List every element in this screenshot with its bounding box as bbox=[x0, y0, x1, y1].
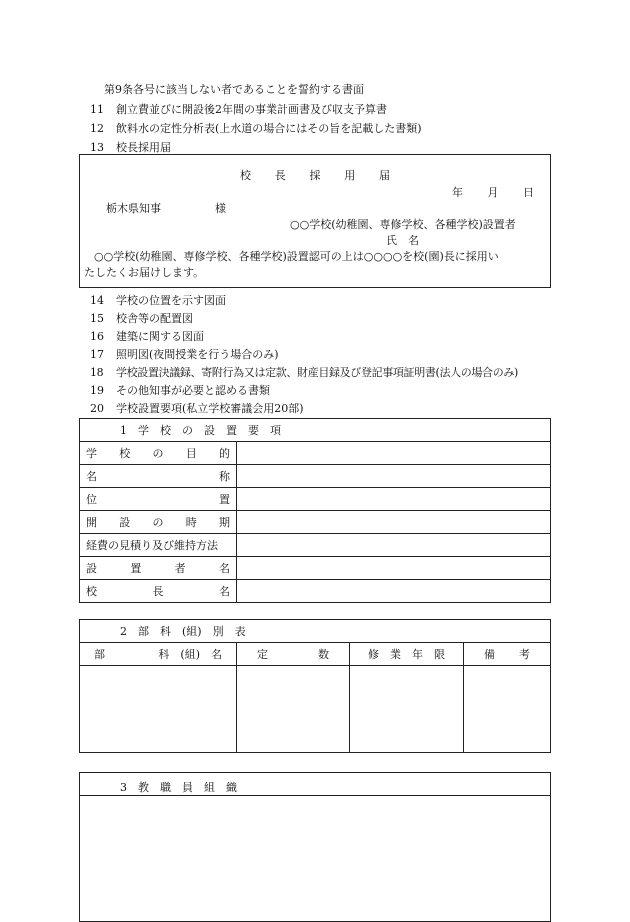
body-line-2: たしたくお届けします。 bbox=[84, 266, 205, 279]
label-char: 者 bbox=[174, 562, 186, 575]
table-header-row bbox=[80, 643, 551, 666]
principal-form-box bbox=[79, 154, 551, 288]
row-label-founder bbox=[80, 557, 237, 580]
value-cell[interactable] bbox=[237, 442, 551, 465]
item-number: 20 bbox=[90, 402, 104, 415]
item-number: 18 bbox=[90, 366, 104, 379]
row-label-principal bbox=[80, 580, 237, 603]
table-row bbox=[80, 534, 551, 557]
value-cell[interactable] bbox=[237, 580, 551, 603]
label-char: 学 bbox=[86, 447, 97, 460]
list-item-11 bbox=[90, 101, 387, 117]
list-item-19 bbox=[90, 382, 270, 398]
header-char: 科 (組) 名 bbox=[158, 648, 222, 661]
label-char: の bbox=[152, 516, 164, 529]
list-item-14 bbox=[90, 292, 226, 308]
table-row bbox=[80, 557, 551, 580]
row-label-purpose bbox=[80, 442, 237, 465]
title-char: 採 bbox=[309, 169, 321, 182]
table-row bbox=[80, 465, 551, 488]
label-char: 期 bbox=[219, 516, 230, 529]
label-char: 校 bbox=[86, 585, 97, 598]
label-char: 開 bbox=[86, 516, 97, 529]
label-char: 位 bbox=[86, 493, 97, 506]
date-year: 年 bbox=[452, 186, 463, 199]
label-char: 名 bbox=[219, 585, 230, 598]
school-table-title: 1 学 校 の 設 置 要 項 bbox=[80, 419, 551, 442]
row-label-location bbox=[80, 488, 237, 511]
staff-table-title: 3 教 職 員 組 織 bbox=[120, 781, 237, 794]
item-text: 学校の位置を示す図面 bbox=[116, 294, 226, 307]
title-char: 長 bbox=[274, 169, 286, 182]
table-row bbox=[80, 488, 551, 511]
item-number: 17 bbox=[90, 348, 104, 361]
department-table bbox=[79, 619, 551, 753]
header-remarks bbox=[464, 643, 551, 666]
label-char: 的 bbox=[219, 447, 230, 460]
label-char: 設 bbox=[86, 562, 97, 575]
value-cell[interactable] bbox=[350, 666, 464, 753]
header-capacity bbox=[237, 643, 350, 666]
table-row bbox=[80, 580, 551, 603]
item-text: 創立費並びに開設後2年間の事業計画書及び収支予算書 bbox=[116, 103, 387, 116]
title-char: 用 bbox=[344, 169, 356, 182]
header-char: 備 bbox=[484, 648, 495, 661]
header-char: 部 bbox=[94, 648, 105, 661]
header-char: 定 bbox=[257, 648, 268, 661]
item-number: 16 bbox=[90, 330, 104, 343]
table-row bbox=[80, 666, 551, 753]
label-char: 名 bbox=[86, 470, 97, 483]
table-row bbox=[80, 511, 551, 534]
dept-table-title: 2 部 科 (組) 別 表 bbox=[80, 620, 551, 643]
item-number: 11 bbox=[90, 103, 104, 116]
list-item-16 bbox=[90, 328, 204, 344]
school-summary-table bbox=[79, 418, 551, 603]
divider bbox=[80, 795, 550, 796]
list-item-20 bbox=[90, 400, 304, 416]
label-char: の bbox=[152, 447, 164, 460]
list-item-12 bbox=[90, 120, 422, 136]
list-item-15 bbox=[90, 310, 193, 326]
list-item-13 bbox=[90, 139, 171, 155]
label-char: 校 bbox=[119, 447, 131, 460]
item-text: 学校設置要項(私立学校審議会用20部) bbox=[116, 402, 304, 415]
title-char: 校 bbox=[240, 169, 251, 182]
intro-line: 第9条各号に該当しない者であることを誓約する書面 bbox=[104, 83, 364, 96]
item-number: 14 bbox=[90, 294, 104, 307]
label-char: 長 bbox=[152, 585, 164, 598]
applicant-line: ○○学校(幼稚園、専修学校、各種学校)設置者 bbox=[290, 218, 516, 231]
item-number: 12 bbox=[90, 122, 104, 135]
item-text: 学校設置決議録、寄附行為又は定款、財産目録及び登記事項証明書(法人の場合のみ) bbox=[116, 366, 518, 379]
item-text: 校舎等の配置図 bbox=[116, 312, 193, 325]
date-day: 日 bbox=[523, 186, 534, 199]
honorific: 様 bbox=[215, 202, 226, 215]
label-char: 設 bbox=[119, 516, 131, 529]
name-label: 氏 名 bbox=[386, 234, 419, 247]
item-text: 建築に関する図面 bbox=[116, 330, 204, 343]
table-row bbox=[80, 442, 551, 465]
label-char: 置 bbox=[219, 493, 230, 506]
value-cell[interactable] bbox=[237, 534, 551, 557]
row-label-funding bbox=[80, 534, 237, 557]
list-item-17 bbox=[90, 346, 279, 362]
value-cell[interactable] bbox=[237, 557, 551, 580]
value-cell[interactable] bbox=[464, 666, 551, 753]
form-date bbox=[452, 184, 534, 200]
value-cell[interactable] bbox=[80, 666, 237, 753]
form-title bbox=[240, 167, 390, 183]
header-char: 考 bbox=[519, 648, 530, 661]
label-char: 置 bbox=[130, 562, 142, 575]
value-cell[interactable] bbox=[237, 465, 551, 488]
label-char: 名 bbox=[218, 562, 230, 575]
value-cell[interactable] bbox=[237, 488, 551, 511]
item-text: 照明図(夜間授業を行う場合のみ) bbox=[116, 348, 279, 361]
list-item-18 bbox=[90, 364, 518, 380]
header-department bbox=[80, 643, 237, 666]
value-cell[interactable] bbox=[237, 666, 350, 753]
row-label-opening-date bbox=[80, 511, 237, 534]
item-number: 15 bbox=[90, 312, 104, 325]
label-char: 目 bbox=[185, 447, 197, 460]
header-study-years: 修 業 年 限 bbox=[350, 643, 464, 666]
addressee: 栃木県知事 bbox=[106, 202, 161, 215]
item-text: 校長採用届 bbox=[116, 141, 171, 154]
value-cell[interactable] bbox=[237, 511, 551, 534]
item-number: 19 bbox=[90, 384, 104, 397]
body-line-1: ○○学校(幼稚園、専修学校、各種学校)設置認可の上は○○○○を校(園)長に採用い bbox=[94, 250, 499, 263]
header-char: 数 bbox=[318, 648, 329, 661]
item-number: 13 bbox=[90, 141, 104, 154]
row-label-name bbox=[80, 465, 237, 488]
item-text: 飲料水の定性分析表(上水道の場合にはその旨を記載した書類) bbox=[116, 122, 422, 135]
label-text: 経費の見積り及び維持方法 bbox=[86, 539, 218, 552]
item-text: その他知事が必要と認める書類 bbox=[116, 384, 270, 397]
title-char: 届 bbox=[379, 169, 390, 182]
staff-table bbox=[79, 772, 551, 922]
label-char: 時 bbox=[185, 516, 197, 529]
label-char: 称 bbox=[219, 470, 230, 483]
date-month: 月 bbox=[487, 186, 499, 199]
